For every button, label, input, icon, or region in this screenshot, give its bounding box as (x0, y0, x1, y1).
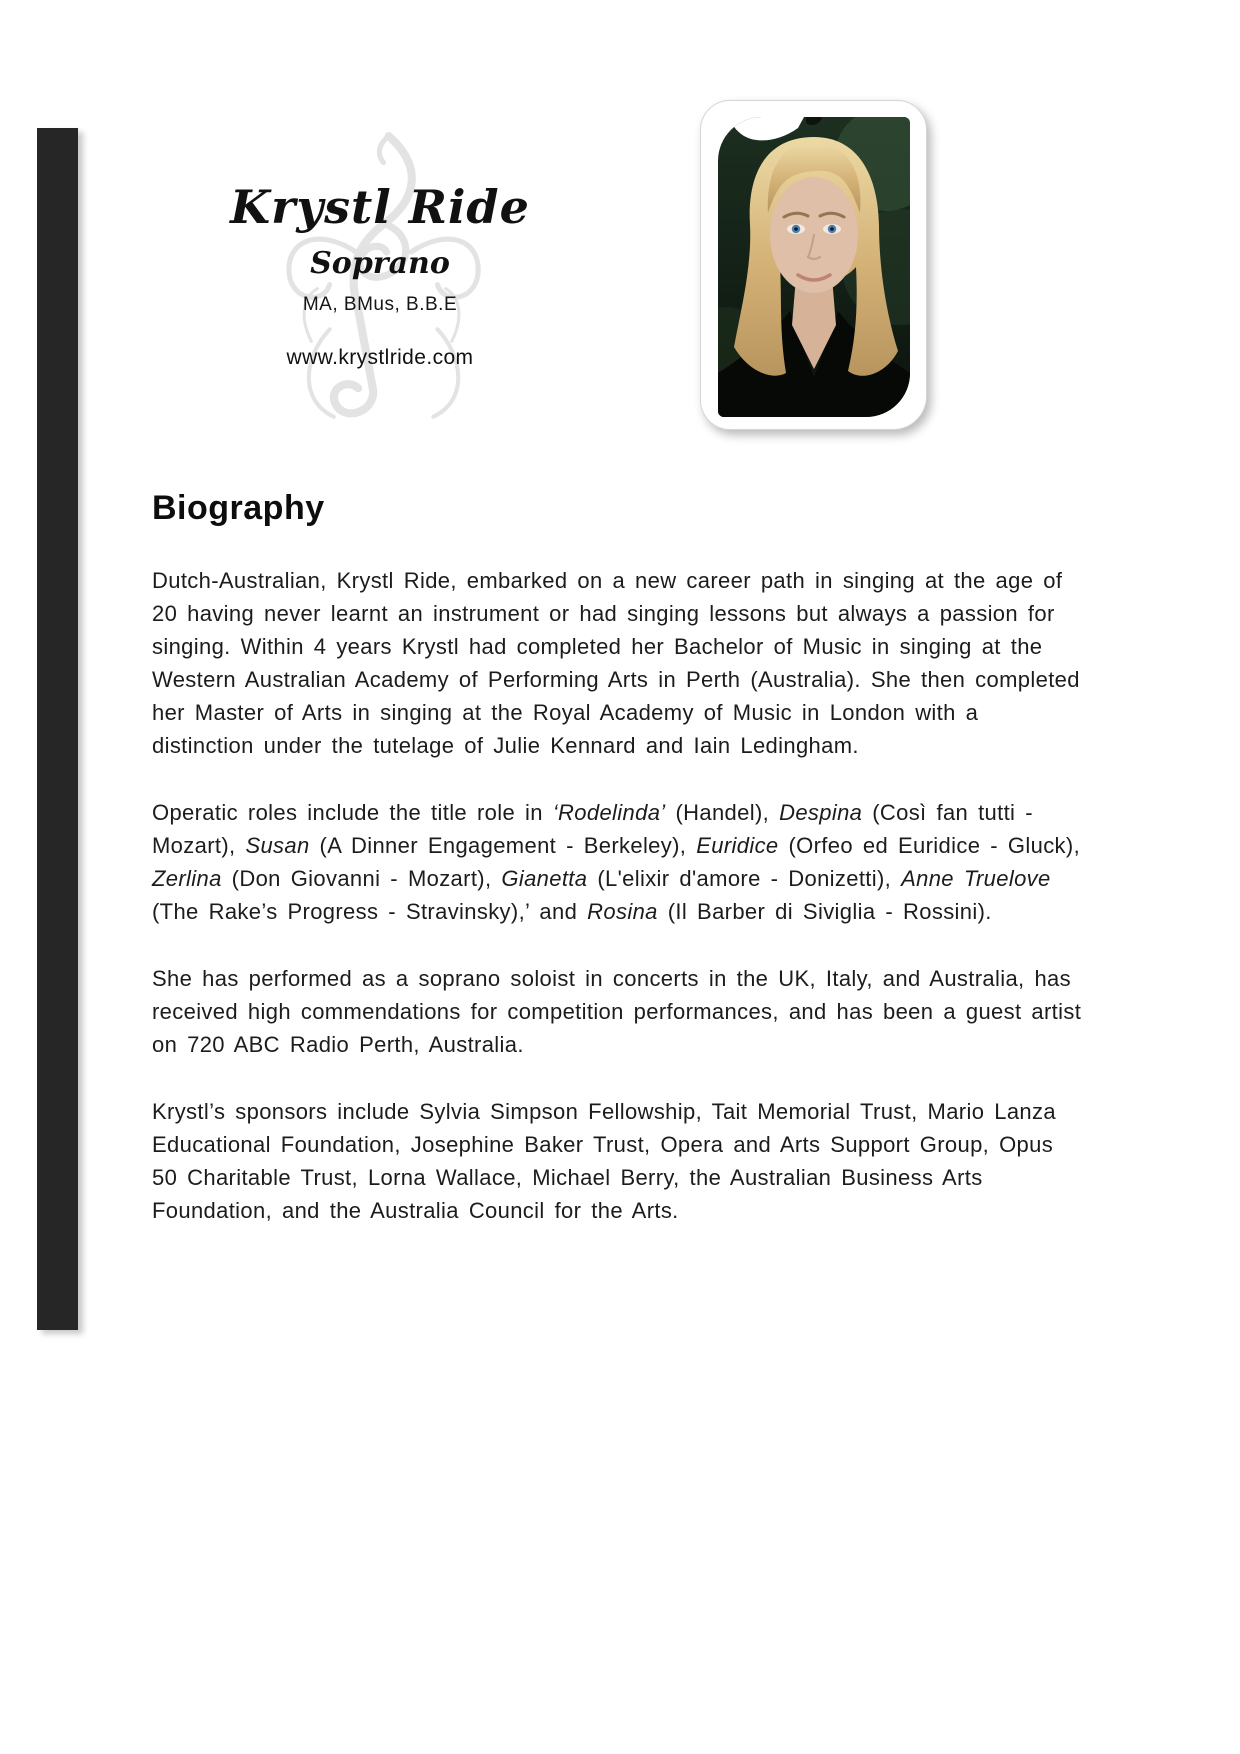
bio-paragraph-operatic-roles: Operatic roles include the title role in ‘Rodelinda’ (Handel), Despina (Così fan tutti - Mozart), Susan (A Dinner Engagement - Berkeley), Euridice (Orfeo ed Euridice - Gluck), Zerlina (Don Giovanni - Mozart), Gianetta (L'elixir d'amore - Donizetti), Anne Truelove (The Rake’s Progress - Stravinsky),’ and Rosina (Il Barber di Siviglia - Rossini). (152, 800, 1081, 924)
bio-paragraph-sponsors: Krystl’s sponsors include Sylvia Simpson Fellowship, Tait Memorial Trust, Mario Lanza Educational Foundation, Josephine Baker Trust, Opera and Arts Support Group, Opus 50 Charitable Trust, Lorna Wallace, Michael Berry, the Australian Business Arts Foundation, and the Australia Council for the Arts. (152, 1099, 1056, 1223)
headshot-photo-frame (700, 100, 927, 430)
artist-voice-type: Soprano (310, 246, 450, 281)
bio-paragraph-concerts: She has performed as a soprano soloist in concerts in the UK, Italy, and Australia, has received high commendations for competition performances, and has been a guest artist on 720 ABC Radio Perth, Australia. (152, 966, 1082, 1057)
artist-credentials: MA, BMus, B.B.E (302, 294, 458, 315)
bio-paragraph-career: Dutch-Australian, Krystl Ride, embarked on a new career path in singing at the age of 20 having never learnt an instrument or had singing lessons but always a passion for singing. Within 4 years Krystl had completed her Bachelor of Music in singing at the Western Australian Academy of Performing Arts in Perth (Australia). She then completed her Master of Arts in singing at the Royal Academy of Music in London with a distinction under the tutelage of Julie Kennard and Iain Ledingham. (152, 568, 1080, 758)
headshot-photo (718, 117, 910, 417)
artist-name: Krystl Ride (230, 180, 530, 234)
biography-section (152, 564, 1084, 1261)
website-url: www.krystlride.com (286, 346, 474, 369)
treble-clef-watermark (258, 130, 503, 435)
biography-heading: Biography (152, 489, 325, 527)
left-accent-bar (37, 128, 78, 1330)
